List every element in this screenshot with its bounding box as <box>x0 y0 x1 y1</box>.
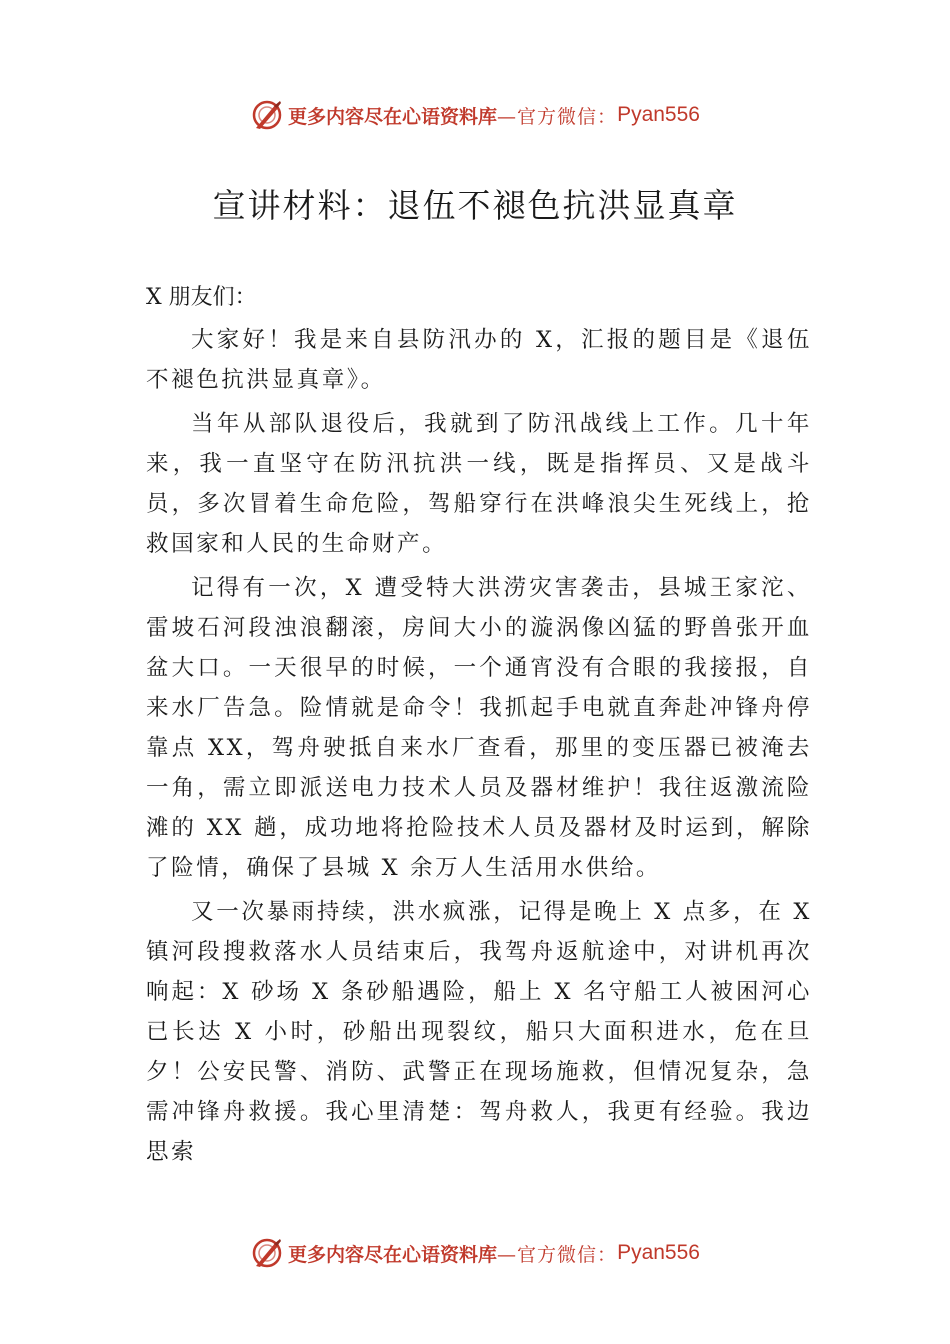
watermark-prefix: 更多内容尽在心语资料库 <box>288 1243 498 1266</box>
document-title: 宣讲材料：退伍不褪色抗洪显真章 <box>212 186 738 225</box>
watermark-prefix: 更多内容尽在心语资料库 <box>288 105 498 128</box>
greeting: X 朋友们： <box>146 285 257 310</box>
brand-logo-icon <box>250 98 284 132</box>
paragraph: 记得有一次，X 遭受特大洪涝灾害袭击，县城王家沱、雷坡石河段浊浪翻滚，房间大小的漩涡像凶猛的野兽张开血盆大口。一天很早的时候，一个通宵没有合眼的我接报，自来水厂告急。险情就是命令！我抓起手电就直奔赴冲锋舟停靠点 XX，驾舟驶抵自来水厂查看，那里的变压器已被淹去一角，需立即派送电力技术人员及器材维护！我往返激流险滩的 XX 趟，成功地将抢险技术人员及器材及时运到，解除了险情，确保了县城 X 余万人生活用水供给。 <box>146 575 812 881</box>
paragraph: 当年从部队退役后，我就到了防汛战线上工作。几十年来，我一直坚守在防汛抗洪一线，既是指挥员、又是战斗员，多次冒着生命危险，驾船穿行在洪峰浪尖生死线上，抢救国家和人民的生命财产。 <box>146 411 812 557</box>
watermark-handle: Pyan556 <box>617 103 700 126</box>
document-body <box>146 320 812 1176</box>
watermark-handle: Pyan556 <box>617 1241 700 1264</box>
header-watermark <box>0 95 950 135</box>
brand-logo-icon <box>250 1236 284 1270</box>
paragraph: 大家好！我是来自县防汛办的 X，汇报的题目是《退伍不褪色抗洪显真章》。 <box>146 327 812 393</box>
watermark-suffix: —官方微信： <box>497 1243 618 1266</box>
watermark-suffix: —官方微信： <box>497 105 618 128</box>
footer-watermark <box>0 1233 950 1273</box>
paragraph: 又一次暴雨持续，洪水疯涨，记得是晚上 X 点多，在 X 镇河段搜救落水人员结束后，我驾舟返航途中，对讲机再次响起：X 砂场 X 条砂船遇险，船上 X 名守船工人被困河心已长达 X 小时，砂船出现裂纹，船只大面积进水，危在旦夕！公安民警、消防、武警正在现场施救，但情况复杂，急需冲锋舟救援。我心里清楚：驾舟救人，我更有经验。我边思索 <box>146 899 812 1165</box>
